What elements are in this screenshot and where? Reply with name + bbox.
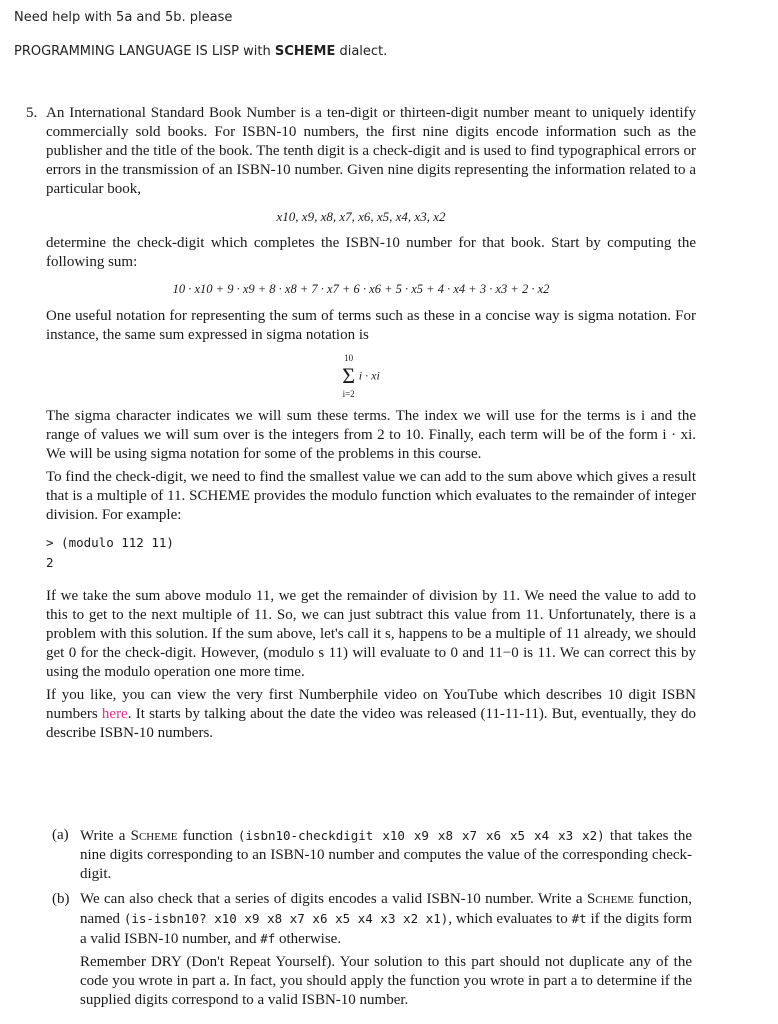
- language-note: [14, 44, 387, 59]
- language-note-prefix: PROGRAMMING LANGUAGE IS LISP with: [14, 44, 275, 59]
- sum-expression: 10 · x10 + 9 · x9 + 8 · x8 + 7 · x7 + 6 · x6 + 5 · x5 + 4 · x4 + 3 · x3 + 2 · x2: [172, 282, 550, 296]
- part-a-mid: function: [177, 828, 238, 844]
- part-b-false: #f: [260, 931, 276, 946]
- problem-parts: [52, 826, 692, 1010]
- language-note-suffix: dialect.: [335, 44, 388, 59]
- part-a: [52, 826, 692, 884]
- checkdigit-text: To find the check-digit, we need to find the smallest value we can add to the sum above which gives a result that is a multiple of 11. SCHEME provides the modulo function which evaluates to the remainder of integer division. For example:: [46, 469, 696, 523]
- video-link[interactable]: here: [101, 706, 128, 722]
- notation-text: One useful notation for representing the sum of terms such as these in a concise way is sigma notation. For instance, the same sum expressed in sigma notation is: [46, 308, 696, 343]
- problem-5: [26, 104, 696, 743]
- language-note-bold: SCHEME: [274, 44, 336, 59]
- video-text: [26, 686, 696, 743]
- part-a-code: (isbn10-checkdigit x10 x9 x8 x7 x6 x5 x4 x3 x2): [237, 828, 605, 843]
- sigma-symbol: [342, 351, 355, 401]
- part-b-mid3: if the digits form a valid ISBN-10 number, and: [80, 911, 692, 947]
- part-a-text: [80, 826, 692, 884]
- part-a-pre: Write a: [80, 828, 131, 844]
- part-b-label: (b): [52, 891, 70, 907]
- repl-example: [26, 533, 696, 573]
- digits-expression: x10, x9, x8, x7, x6, x5, x4, x3, x2: [276, 209, 446, 224]
- repl-output: 2: [46, 555, 54, 570]
- problem-intro-block: [26, 104, 696, 199]
- video-text-post: . It starts by talking about the date the video was released (11-11-11). But, eventually, they do describe ISBN-10 numbers.: [46, 706, 696, 741]
- part-b-mid2: , which evaluates to: [448, 911, 572, 927]
- video-text-pre: If you like, you can view the very first Numberphile video on YouTube which describes 10 digit ISBN numbers: [46, 687, 696, 722]
- part-b-text: [80, 890, 692, 949]
- sigma-upper: 10: [344, 353, 354, 363]
- repl-input: > (modulo 112 11): [46, 535, 174, 550]
- sigma-term: i · xi: [358, 368, 380, 383]
- part-a-scheme: Scheme: [130, 828, 178, 844]
- sigma-lower: i=2: [342, 389, 355, 399]
- problem-number: 5.: [26, 105, 38, 121]
- part-a-label: (a): [52, 827, 69, 843]
- modulo-text: If we take the sum above modulo 11, we get the remainder of division by 11. We need the value to add to this to get to the next multiple of 11. So, we can just subtract this value from 11. Unfortunately, there is a problem with this solution. If the sum above, let's call it s, happens to be a multiple of 11 already, we should get 0 for the check-digit. However, (modulo s 11) will evaluate to 0 and 11−0 is 11. We can correct this by using the modulo operation one more time.: [46, 588, 696, 680]
- part-b-true: #t: [571, 911, 587, 926]
- part-b: [52, 890, 692, 1010]
- problem-intro: An International Standard Book Number is a ten-digit or thirteen-digit number meant to uniquely identify commercially sold books. For ISBN-10 numbers, the first nine digits encode information such as the publisher and the title of the book. The tenth digit is a check-digit and is used to find typographical errors or errors in the transmission of an ISBN-10 number. Given nine digits representing the information related to a particular book,: [46, 105, 696, 197]
- part-a-post: that takes the nine digits corresponding to an ISBN-10 number and computes the value of the corresponding check-digit.: [80, 828, 692, 882]
- part-b-post: otherwise.: [275, 931, 342, 947]
- part-b-pre: We can also check that a series of digits encodes a valid ISBN-10 number. Write a: [80, 891, 587, 907]
- sigma-glyph: Σ: [342, 363, 356, 388]
- question-title: Need help with 5a and 5b. please: [14, 10, 233, 25]
- sigma-explanation: The sigma character indicates we will sum these terms. The index we will use for the terms is i and the range of values we will sum over is the integers from 2 to 10. Finally, each term will be of the form i · xi. We will be using sigma notation for some of the problems in this course.: [46, 408, 696, 462]
- determine-text: determine the check-digit which completes the ISBN-10 number for that book. Start by computing the following sum:: [46, 235, 696, 270]
- sigma-expression: [26, 351, 696, 401]
- part-b-dry: Remember DRY (Don't Repeat Yourself). Your solution to this part should not duplicate any of the code you wrote in part a. In fact, you should apply the function you wrote in part a to determine if the supplied digits correspond to a valid ISBN-10 number.: [80, 954, 692, 1008]
- part-b-mid: function, named: [80, 891, 692, 927]
- part-b-scheme: Scheme: [587, 891, 634, 907]
- part-b-code: (is-isbn10? x10 x9 x8 x7 x6 x5 x4 x3 x2 x1): [123, 911, 449, 926]
